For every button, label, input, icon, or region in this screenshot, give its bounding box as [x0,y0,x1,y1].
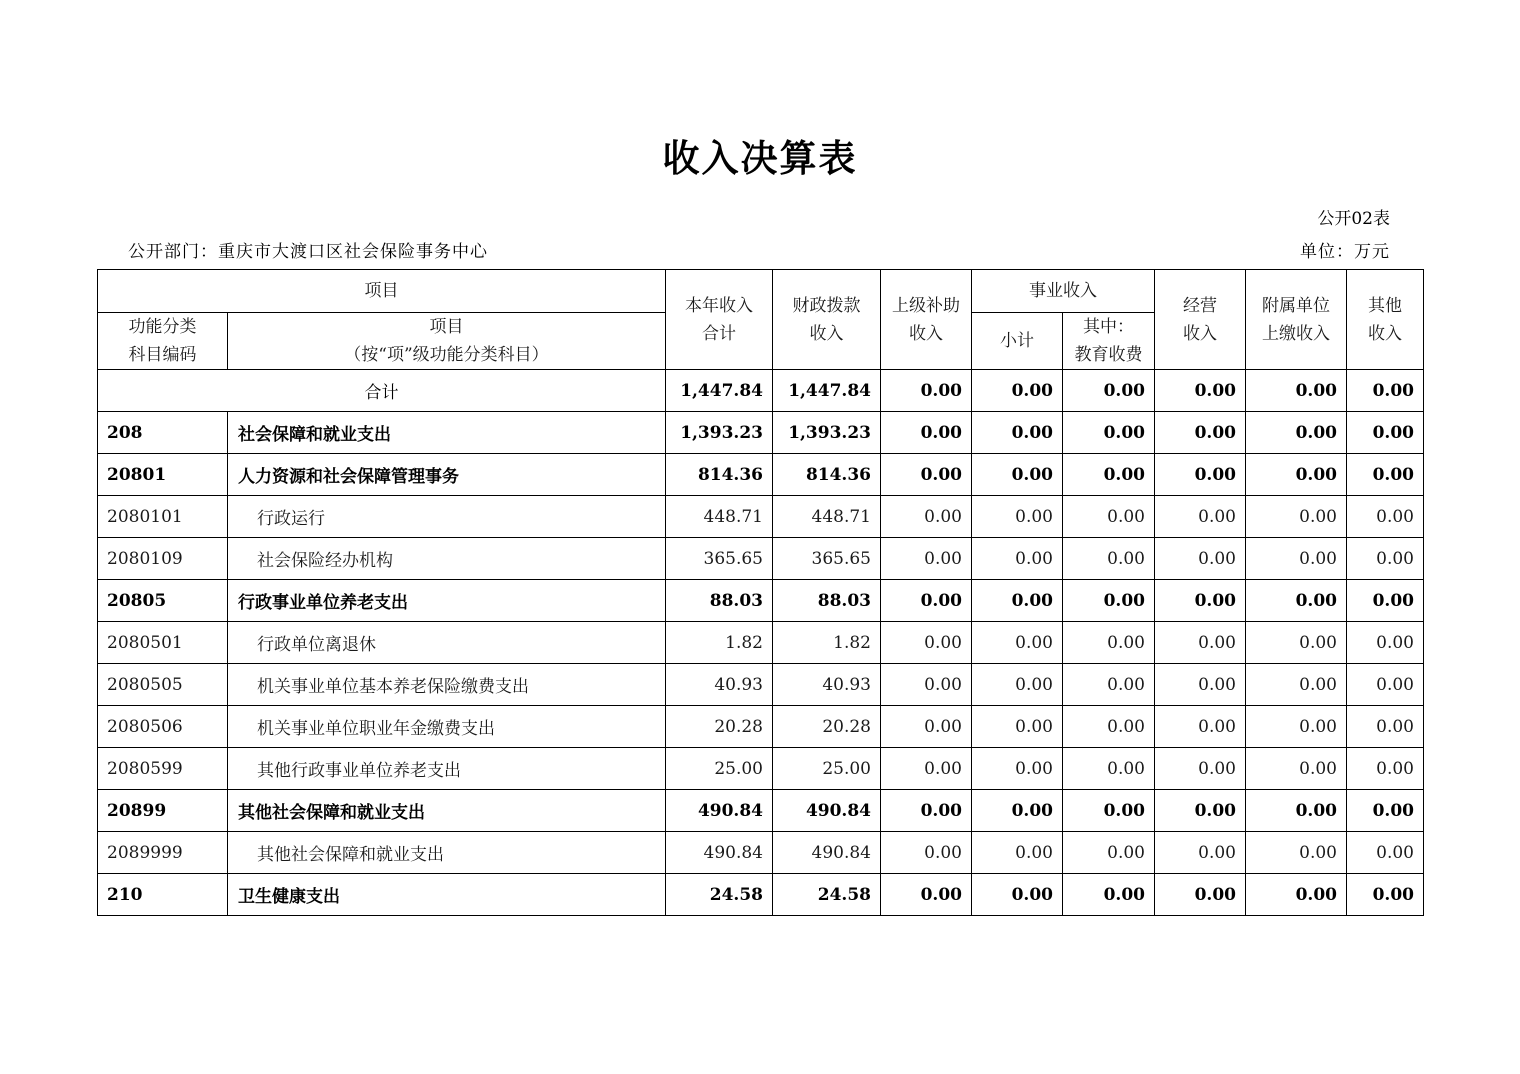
table-code-label: 公开02表 [1317,209,1390,229]
amount-cell: 0.00 [972,706,1063,748]
amount-cell: 0.00 [1063,454,1155,496]
total-cell: 0.00 [972,370,1063,412]
header-affiliated-line2: 上缴收入 [1262,323,1330,344]
amount-cell: 0.00 [1246,412,1347,454]
amount-cell: 0.00 [881,832,972,874]
function-code-cell: 2080599 [98,748,228,790]
amount-cell: 448.71 [666,496,773,538]
function-code-cell: 210 [98,874,228,916]
function-code-cell: 2089999 [98,832,228,874]
amount-cell: 0.00 [1155,874,1246,916]
header-education-fees [1063,313,1155,370]
amount-cell: 0.00 [881,454,972,496]
unit-label: 单位：万元 [1300,242,1390,262]
header-subtotal-label: 小计 [1000,331,1034,351]
amount-cell: 490.84 [773,832,881,874]
header-project [98,270,666,313]
amount-cell: 0.00 [1246,748,1347,790]
amount-cell: 0.00 [972,664,1063,706]
table-body [98,370,1424,916]
project-name-cell: 社会保险经办机构 [228,538,666,580]
function-code-cell: 20805 [98,580,228,622]
function-code-cell: 2080505 [98,664,228,706]
amount-cell: 0.00 [1246,622,1347,664]
project-name-cell: 人力资源和社会保障管理事务 [228,454,666,496]
header-affiliated-line1: 附属单位 [1262,295,1330,316]
amount-cell: 0.00 [1246,790,1347,832]
amount-cell: 0.00 [972,538,1063,580]
amount-cell: 0.00 [1155,496,1246,538]
header-operating-line1: 经营 [1183,295,1217,316]
amount-cell: 0.00 [881,790,972,832]
amount-cell: 24.58 [773,874,881,916]
table-row [98,538,1424,580]
amount-cell: 88.03 [773,580,881,622]
amount-cell: 490.84 [666,790,773,832]
header-fiscal-income [773,270,881,370]
header-project-label: 项目 [364,281,399,301]
function-code-cell: 20899 [98,790,228,832]
amount-cell: 0.00 [1347,748,1424,790]
amount-cell: 0.00 [1347,706,1424,748]
amount-cell: 814.36 [666,454,773,496]
amount-cell: 20.28 [773,706,881,748]
header-total-line1: 本年收入 [685,295,753,316]
amount-cell: 0.00 [972,412,1063,454]
amount-cell: 1,393.23 [773,412,881,454]
department-label: 公开部门：重庆市大渡口区社会保险事务中心 [128,242,488,262]
amount-cell: 0.00 [1347,454,1424,496]
header-fiscal-line1: 财政拨款 [792,295,861,316]
header-project-name [228,313,666,370]
amount-cell: 490.84 [773,790,881,832]
amount-cell: 0.00 [1347,790,1424,832]
amount-cell: 20.28 [666,706,773,748]
amount-cell: 365.65 [666,538,773,580]
total-cell: 1,447.84 [773,370,881,412]
amount-cell: 814.36 [773,454,881,496]
amount-cell: 0.00 [1246,454,1347,496]
header-upper-line1: 上级补助 [892,295,960,316]
project-name-cell: 机关事业单位职业年金缴费支出 [228,706,666,748]
amount-cell: 0.00 [881,622,972,664]
project-name-cell: 行政运行 [228,496,666,538]
function-code-cell: 2080501 [98,622,228,664]
amount-cell: 0.00 [1246,832,1347,874]
page-title: 收入决算表 [662,137,858,180]
header-edu-line2: 教育收费 [1074,345,1143,365]
amount-cell: 0.00 [1155,538,1246,580]
table-row [98,580,1424,622]
function-code-cell: 2080506 [98,706,228,748]
function-code-cell: 20801 [98,454,228,496]
amount-cell: 1.82 [773,622,881,664]
amount-cell: 0.00 [881,580,972,622]
amount-cell: 0.00 [1155,580,1246,622]
amount-cell: 0.00 [1155,412,1246,454]
project-name-cell: 其他行政事业单位养老支出 [228,748,666,790]
amount-cell: 0.00 [1063,496,1155,538]
amount-cell: 490.84 [666,832,773,874]
amount-cell: 0.00 [881,874,972,916]
table-row [98,790,1424,832]
header-business-income [972,270,1155,313]
amount-cell: 0.00 [881,664,972,706]
amount-cell: 0.00 [1063,412,1155,454]
table-row [98,706,1424,748]
header-func-line2: 科目编码 [128,345,197,365]
amount-cell: 365.65 [773,538,881,580]
amount-cell: 448.71 [773,496,881,538]
amount-cell: 0.00 [1347,664,1424,706]
table-row [98,748,1424,790]
amount-cell: 1,393.23 [666,412,773,454]
amount-cell: 0.00 [972,622,1063,664]
table-row [98,496,1424,538]
amount-cell: 0.00 [1155,664,1246,706]
amount-cell: 0.00 [1246,538,1347,580]
header-subtotal [972,313,1063,370]
header-other-line2: 收入 [1368,323,1402,344]
amount-cell: 0.00 [1063,580,1155,622]
amount-cell: 0.00 [881,496,972,538]
header-other-line1: 其他 [1368,295,1402,316]
amount-cell: 40.93 [666,664,773,706]
header-total-line2: 合计 [702,323,736,344]
header-name-line2: （按“项”级功能分类科目） [344,345,549,365]
amount-cell: 0.00 [1155,790,1246,832]
amount-cell: 0.00 [1246,580,1347,622]
amount-cell: 0.00 [1063,790,1155,832]
amount-cell: 0.00 [972,496,1063,538]
amount-cell: 0.00 [1155,454,1246,496]
amount-cell: 25.00 [773,748,881,790]
header-affiliated-income [1246,270,1347,370]
amount-cell: 0.00 [1347,832,1424,874]
amount-cell: 0.00 [1155,622,1246,664]
amount-cell: 0.00 [972,874,1063,916]
amount-cell: 0.00 [972,832,1063,874]
total-cell: 1,447.84 [666,370,773,412]
amount-cell: 0.00 [881,706,972,748]
amount-cell: 0.00 [1063,706,1155,748]
project-name-cell: 机关事业单位基本养老保险缴费支出 [228,664,666,706]
amount-cell: 0.00 [881,538,972,580]
amount-cell: 0.00 [972,790,1063,832]
header-total-income [666,270,773,370]
header-function-code [98,313,228,370]
total-cell: 0.00 [1246,370,1347,412]
amount-cell: 0.00 [881,748,972,790]
amount-cell: 1.82 [666,622,773,664]
total-label: 合计 [98,370,666,412]
amount-cell: 0.00 [1347,874,1424,916]
amount-cell: 0.00 [1347,496,1424,538]
amount-cell: 0.00 [1155,832,1246,874]
amount-cell: 24.58 [666,874,773,916]
header-fiscal-line2: 收入 [809,323,844,344]
header-business-label: 事业收入 [1029,281,1097,301]
amount-cell: 0.00 [1347,580,1424,622]
function-code-cell: 208 [98,412,228,454]
amount-cell: 0.00 [1063,874,1155,916]
amount-cell: 0.00 [1347,622,1424,664]
amount-cell: 0.00 [1063,622,1155,664]
amount-cell: 0.00 [881,412,972,454]
total-row [98,370,1424,412]
function-code-cell: 2080109 [98,538,228,580]
header-upper-subsidy [881,270,972,370]
total-cell: 0.00 [1155,370,1246,412]
amount-cell: 0.00 [1063,832,1155,874]
amount-cell: 0.00 [972,454,1063,496]
table-row [98,412,1424,454]
amount-cell: 0.00 [1063,748,1155,790]
project-name-cell: 社会保障和就业支出 [228,412,666,454]
amount-cell: 0.00 [1246,664,1347,706]
amount-cell: 0.00 [972,580,1063,622]
total-cell: 0.00 [1347,370,1424,412]
total-cell: 0.00 [881,370,972,412]
header-operating-income [1155,270,1246,370]
table-row [98,832,1424,874]
project-name-cell: 行政单位离退休 [228,622,666,664]
project-name-cell: 行政事业单位养老支出 [228,580,666,622]
table-row [98,454,1424,496]
header-operating-line2: 收入 [1183,323,1217,344]
amount-cell: 0.00 [1155,706,1246,748]
amount-cell: 0.00 [1063,664,1155,706]
amount-cell: 0.00 [1063,538,1155,580]
header-edu-line1: 其中： [1083,317,1134,337]
amount-cell: 0.00 [1347,538,1424,580]
project-name-cell: 其他社会保障和就业支出 [228,790,666,832]
header-upper-line2: 收入 [909,323,943,344]
amount-cell: 0.00 [1155,748,1246,790]
table-header [98,270,1424,370]
amount-cell: 25.00 [666,748,773,790]
amount-cell: 0.00 [1246,874,1347,916]
table-row [98,622,1424,664]
total-cell: 0.00 [1063,370,1155,412]
function-code-cell: 2080101 [98,496,228,538]
project-name-cell: 卫生健康支出 [228,874,666,916]
amount-cell: 0.00 [972,748,1063,790]
amount-cell: 0.00 [1246,496,1347,538]
amount-cell: 0.00 [1347,412,1424,454]
header-name-line1: 项目 [429,317,464,337]
header-other-income [1347,270,1424,370]
header-func-line1: 功能分类 [128,317,197,337]
amount-cell: 40.93 [773,664,881,706]
table-row [98,874,1424,916]
table-row [98,664,1424,706]
amount-cell: 0.00 [1246,706,1347,748]
income-final-accounts-table [97,269,1424,916]
amount-cell: 88.03 [666,580,773,622]
project-name-cell: 其他社会保障和就业支出 [228,832,666,874]
